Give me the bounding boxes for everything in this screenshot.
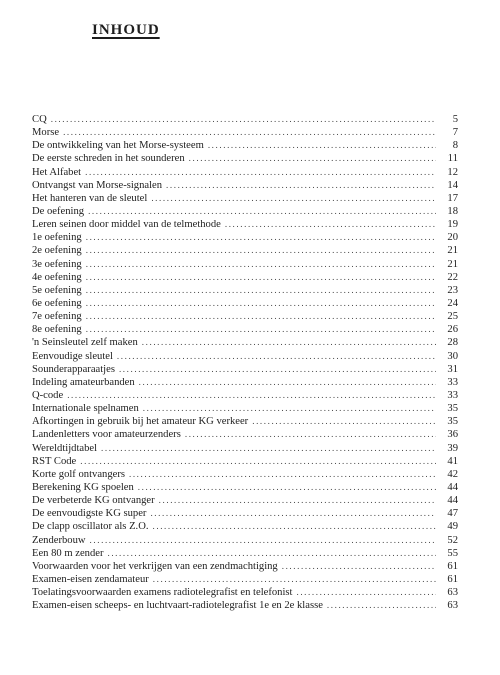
toc-entry [32,507,458,520]
toc-entry-page: 17 [447,192,458,204]
toc-entry [32,573,458,586]
toc-entry [32,231,458,244]
toc-entry [32,179,458,192]
toc-entry-title: Toelatingsvoorwaarden examens radiotelegrafist en telefonist [32,587,293,599]
toc-entry [32,218,458,231]
toc-entry-title: 1e oefening [32,232,82,244]
toc-entry-page: 49 [447,521,458,533]
toc-entry-title: Zenderbouw [32,534,86,546]
toc-entry [32,323,458,336]
toc-entry-page: 12 [447,166,458,178]
dot-leader [88,205,436,218]
toc-entry [32,271,458,284]
toc-entry [32,244,458,257]
toc-entry-title: 7e oefening [32,311,82,323]
toc-entry-title: Eenvoudige sleutel [32,350,113,362]
toc-entry-page: 39 [447,442,458,454]
toc-entry-title: De eerste schreden in het sounderen [32,153,185,165]
toc-entry-title: Afkortingen in gebruik bij het amateur KG verkeer [32,416,249,428]
toc-entry-title: RST Code [32,455,77,467]
toc-entry-page: 52 [447,534,458,546]
toc-entry-title: 8e oefening [32,324,82,336]
dot-leader [143,402,436,415]
toc-entry-title: Berekening KG spoelen [32,481,134,493]
toc-entry [32,350,458,363]
dot-leader [107,547,436,560]
page-title: INHOUD [92,22,160,38]
dot-leader [86,297,436,310]
toc-entry-page: 44 [447,481,458,493]
toc-entry [32,192,458,205]
dot-leader [129,468,436,481]
dot-leader [142,336,436,349]
toc-entry-page: 35 [447,403,458,415]
toc-entry [32,428,458,441]
toc-entry-page: 33 [447,376,458,388]
toc-entry-page: 42 [447,468,458,480]
toc-entry [32,126,458,139]
dot-leader [150,507,436,520]
toc-entry-page: 11 [447,153,458,165]
toc-entry-page: 33 [447,389,458,401]
toc-entry-title: 4e oefening [32,271,82,283]
toc-entry-title: CQ [32,114,47,125]
dot-leader [327,599,436,612]
toc-entry-title: 6e oefening [32,297,82,309]
toc-entry-page: 41 [447,455,458,467]
toc-entry-page: 18 [447,205,458,217]
toc-entry-page: 25 [447,311,458,323]
toc-entry-page: 19 [447,219,458,231]
dot-leader [252,415,436,428]
dot-leader [86,271,436,284]
toc-entry-title: De ontwikkeling van het Morse-systeem [32,140,204,152]
dot-leader [119,363,436,376]
toc-entry-page: 36 [447,429,458,441]
toc-entry [32,205,458,218]
toc-entry-title: De verbeterde KG ontvanger [32,495,155,507]
dot-leader [151,192,436,205]
dot-leader [86,284,436,297]
dot-leader [86,310,436,323]
toc-entry [32,415,458,428]
dot-leader [153,520,437,533]
toc-entry-page: 24 [447,297,458,309]
toc-entry-page: 20 [447,232,458,244]
toc-entry-page: 63 [447,587,458,599]
toc-entry-page: 14 [447,179,458,191]
toc-entry-page: 28 [447,337,458,349]
toc-entry-page: 61 [447,560,458,572]
toc-entry [32,494,458,507]
toc-entry-title: Examen-eisen scheeps- en luchtvaart-radiotelegrafist 1e en 2e klasse [32,600,323,612]
toc-entry [32,455,458,468]
dot-leader [86,244,436,257]
toc-entry [32,363,458,376]
dot-leader [63,126,436,139]
toc-entry-title: Indeling amateurbanden [32,376,135,388]
dot-leader [67,389,436,402]
toc-entry-title: Examen-eisen zendamateur [32,573,149,585]
toc-entry-title: Voorwaarden voor het verkrijgen van een zendmachtiging [32,560,278,572]
toc-entry-title: Het Alfabet [32,166,82,178]
toc-entry-title: 2e oefening [32,245,82,257]
toc-entry-title: De clapp oscillator als Z.O. [32,521,149,533]
toc-entry-page: 47 [447,508,458,520]
table-of-contents [32,113,458,612]
dot-leader [86,231,436,244]
toc-entry [32,468,458,481]
toc-entry-title: Wereldtijdtabel [32,442,98,454]
dot-leader [51,113,436,126]
dot-leader [101,442,436,455]
toc-entry-title: Landenletters voor amateurzenders [32,429,181,441]
toc-entry-page: 55 [447,547,458,559]
toc-entry [32,152,458,165]
dot-leader [159,494,436,507]
toc-entry [32,402,458,415]
toc-entry [32,481,458,494]
toc-entry [32,284,458,297]
toc-entry [32,389,458,402]
toc-entry-title: 'n Seinsleutel zelf maken [32,337,138,349]
toc-entry-page: 31 [447,363,458,375]
toc-entry-title: Leren seinen door middel van de telmethode [32,219,221,231]
dot-leader [85,166,436,179]
toc-entry [32,258,458,271]
toc-entry-page: 21 [447,245,458,257]
dot-leader [282,560,436,573]
toc-entry-page: 26 [447,324,458,336]
dot-leader [225,218,436,231]
toc-entry-title: De oefening [32,205,85,217]
dot-leader [86,323,436,336]
toc-entry [32,166,458,179]
toc-entry-page: 21 [447,258,458,270]
toc-entry-page: 23 [447,284,458,296]
dot-leader [166,179,436,192]
toc-entry-title: De eenvoudigste KG super [32,508,147,520]
dot-leader [80,455,436,468]
toc-entry [32,586,458,599]
toc-entry-title: Ontvangst van Morse-signalen [32,179,163,191]
toc-entry [32,560,458,573]
toc-entry [32,547,458,560]
toc-entry-title: Een 80 m zender [32,547,104,559]
toc-entry-title: 5e oefening [32,284,82,296]
toc-entry [32,336,458,349]
toc-entry [32,442,458,455]
toc-entry [32,297,458,310]
dot-leader [90,534,436,547]
toc-entry [32,520,458,533]
toc-entry-title: Internationale spelnamen [32,403,139,415]
toc-entry [32,376,458,389]
toc-entry [32,310,458,323]
toc-entry-page: 5 [452,114,458,125]
toc-entry-page: 63 [447,600,458,612]
toc-entry-page: 35 [447,416,458,428]
toc-entry [32,599,458,612]
dot-leader [117,350,436,363]
dot-leader [208,139,436,152]
toc-entry-title: Korte golf ontvangers [32,468,125,480]
dot-leader [153,573,436,586]
dot-leader [138,481,436,494]
toc-entry-page: 22 [447,271,458,283]
dot-leader [185,428,436,441]
toc-entry [32,139,458,152]
dot-leader [296,586,436,599]
dot-leader [86,258,436,271]
toc-entry-page: 44 [447,495,458,507]
toc-entry-page: 8 [452,140,458,152]
dot-leader [139,376,436,389]
toc-entry [32,113,458,126]
toc-entry-title: Sounderapparaatjes [32,363,115,375]
toc-entry-title: 3e oefening [32,258,82,270]
toc-entry-title: Morse [32,127,60,139]
toc-entry-page: 61 [447,573,458,585]
toc-entry-page: 30 [447,350,458,362]
toc-entry-title: Het hanteren van de sleutel [32,192,148,204]
toc-entry-page: 7 [452,127,458,139]
toc-entry-title: Q-code [32,389,64,401]
dot-leader [189,152,436,165]
toc-entry [32,534,458,547]
